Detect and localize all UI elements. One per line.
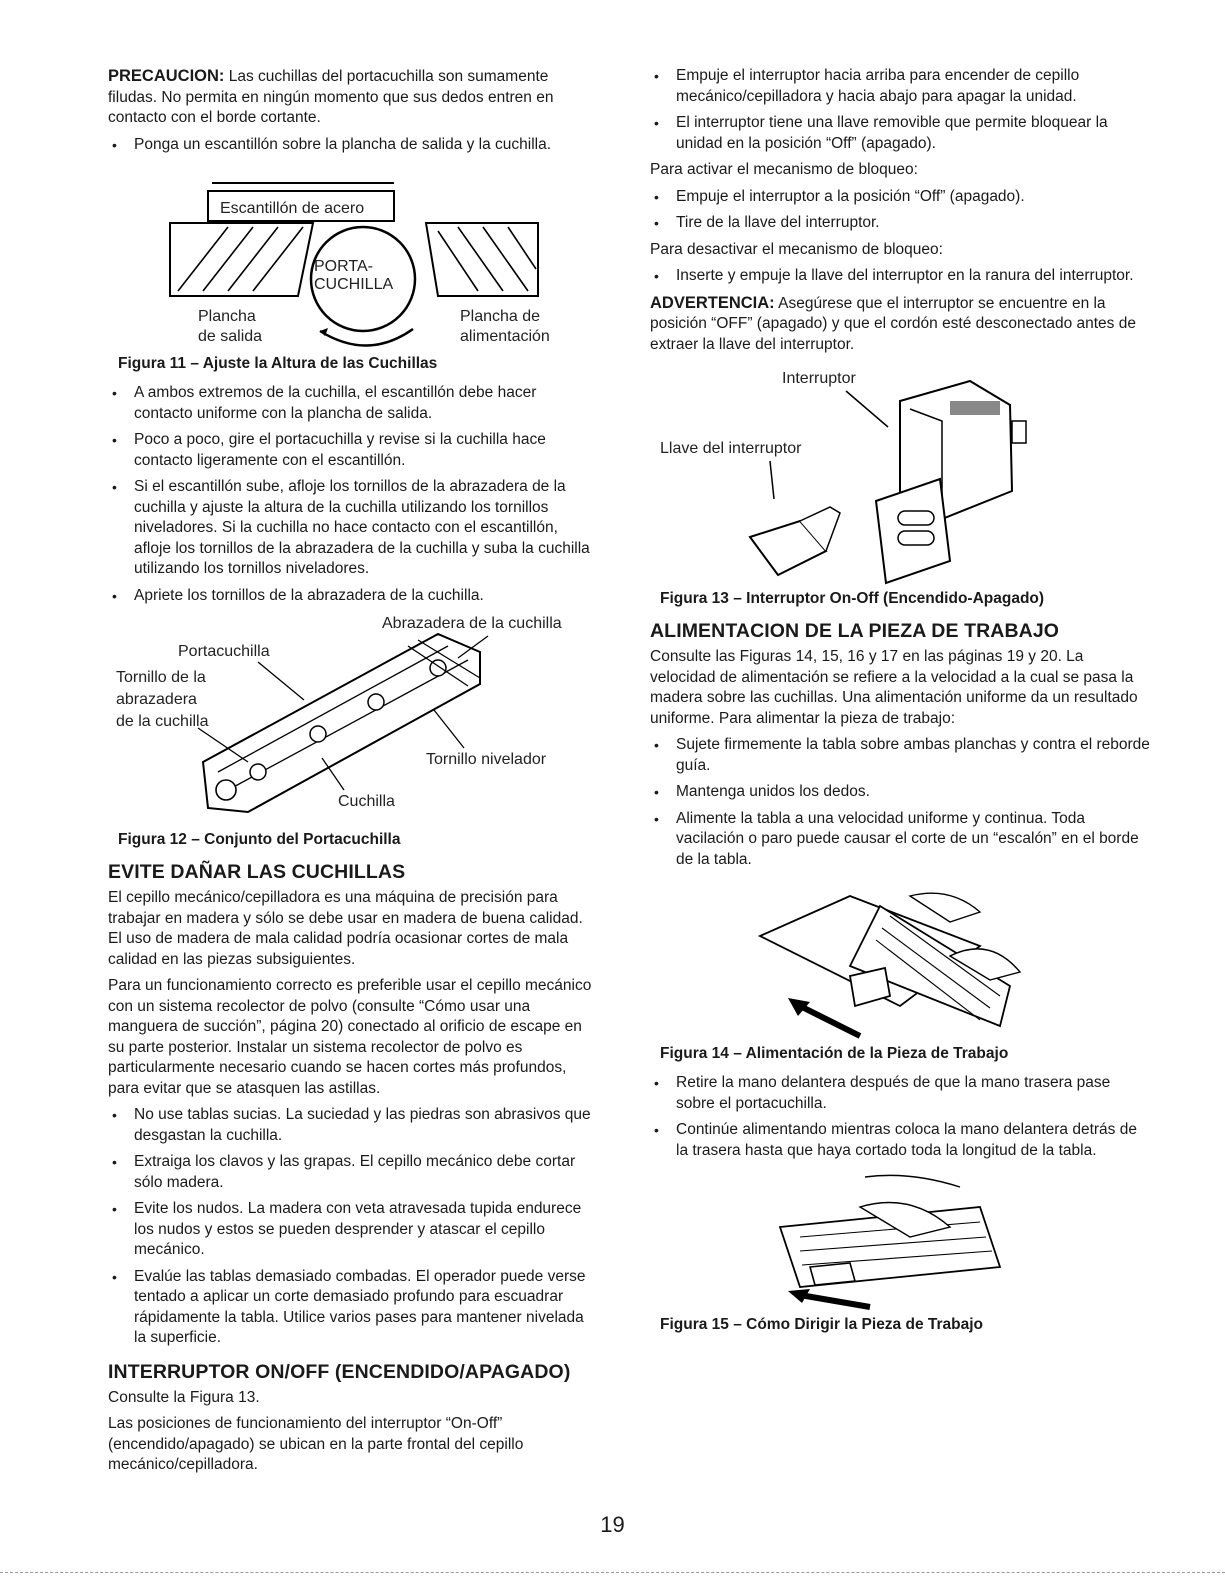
list-item: • Extraiga los clavos y las grapas. El cepillo mecánico debe cortar sólo madera. [108, 1152, 598, 1193]
list-item: • Si el escantillón sube, afloje los tornillos de la abrazadera de la cuchilla y ajuste la altura de la cuchilla utilizando los tornillos niveladores. Si la cuchilla no hace contacto con el escantillón, afloje los tornillos de la abrazadera de la cuchilla y suba la cuchilla utilizando los tornillos niveladores. [108, 477, 598, 580]
page-number: 19 [600, 1512, 625, 1537]
warning-lead: ADVERTENCIA: [650, 293, 775, 312]
infeed-label-1: Plancha de [460, 308, 541, 325]
list-item: • Alimente la tabla a una velocidad uniforme y continua. Toda vacilación o paro puede causar el corte de un “escalón” en el borde de la tabla. [650, 809, 1150, 871]
bullets-a [108, 383, 598, 606]
avoid-paragraph-2: Para un funcionamiento correcto es preferible usar el cepillo mecánico con un sistema recolector de polvo (consulte “Cómo usar una manguera de succión”, página 20) conectado al orificio de escape en su parte posterior. Instalar un sistema recolector de polvo es particularmente necesario cuando se hacen cortes más profundos, para evitar que se atasquen las astillas. [108, 977, 592, 1097]
list-item: • Apriete los tornillos de la abrazadera de la cuchilla. [108, 586, 598, 607]
outfeed-label-2: de salida [198, 328, 263, 345]
knife-height-diagram [108, 161, 598, 351]
list-item: • Poco a poco, gire el portacuchilla y revise si la cuchilla hace contacto ligeramente con el escantillón. [108, 430, 598, 471]
screw-label-1: Tornillo de la [116, 669, 206, 686]
switch-paragraph-2: Las posiciones de funcionamiento del interruptor “On-Off” (encendido/apagado) se ubican en la parte frontal del cepillo mecánico/cepilladora. [108, 1415, 524, 1473]
bullets-b [108, 1105, 598, 1349]
feeding-workpiece-diagram [650, 876, 1150, 1041]
warning-paragraph [650, 293, 1150, 356]
list-item: • Inserte y empuje la llave del interruptor en la ranura del interruptor. [650, 266, 1150, 287]
figure-11 [108, 161, 598, 351]
clamp-label: Abrazadera de la cuchilla [382, 615, 562, 632]
heading-switch: INTERRUPTOR ON/OFF (ENCENDIDO/APAGADO) [108, 1360, 571, 1383]
figure-13 [650, 361, 1150, 586]
list-item: • Evalúe las tablas demasiado combadas. El operador puede verse tentado a aplicar un corte demasiado profundo para escuadrar rápidamente la tabla. Utilice varios pases para mantener nivelada la superficie. [108, 1267, 598, 1349]
list-item: • Retire la mano delantera después de que la mano trasera pase sobre el portacuchilla. [650, 1073, 1150, 1114]
key-label: Llave del interruptor [660, 440, 802, 457]
switch-paragraph-1: Consulte la Figura 13. [108, 1388, 260, 1406]
infeed-label-2: alimentación [460, 328, 550, 345]
list-item: • A ambos extremos de la cuchilla, el escantillón debe hacer contacto uniforme con la plancha de salida. [108, 383, 598, 424]
list-item: • Sujete firmemente la tabla sobre ambas planchas y contra el reborde guía. [650, 735, 1150, 776]
gauge-label: Escantillón de acero [220, 200, 365, 217]
list-item: • Continúe alimentando mientras coloca la mano delantera detrás de la trasera hasta que haya cortado toda la longitud de la tabla. [650, 1120, 1150, 1161]
figure-15 [650, 1167, 1150, 1312]
blade-label: Cuchilla [338, 793, 395, 810]
list-item: • Tire de la llave del interruptor. [650, 213, 1150, 234]
figure-12 [108, 612, 598, 827]
holder-label: Portacuchilla [178, 643, 270, 660]
precaution-paragraph [108, 66, 598, 129]
guiding-workpiece-diagram [650, 1167, 1150, 1312]
cutterhead-assembly-diagram [108, 612, 598, 827]
figure-14-caption: Figura 14 – Alimentación de la Pieza de Trabajo [660, 1045, 1009, 1062]
heading-avoid-damage: EVITE DAÑAR LAS CUCHILLAS [108, 861, 406, 883]
precaution-lead: PRECAUCION: [108, 67, 225, 85]
list-item: • El interruptor tiene una llave removible que permite bloquear la unidad en la posición “Off” (apagado). [650, 113, 1150, 154]
list-item: • Evite los nudos. La madera con veta atravesada tupida endurece los nudos y estos se pueden desprender y atascar el cepillo mecánico. [108, 1199, 598, 1261]
figure-15-caption: Figura 15 – Cómo Dirigir la Pieza de Trabajo [660, 1316, 984, 1333]
avoid-paragraph-1: El cepillo mecánico/cepilladora es una máquina de precisión para trabajar en madera y sólo se debe usar en madera de buena calidad. El uso de madera de mala calidad podría ocasionar cortes de mala calidad en las piezas subsiguientes. [108, 889, 583, 968]
bullet-gauge: • Ponga un escantillón sobre la plancha de salida y la cuchilla. [108, 135, 598, 156]
outfeed-label-1: Plancha [198, 308, 256, 325]
right-column [650, 66, 1150, 1344]
list-item: • Empuje el interruptor a la posición “Off” (apagado). [650, 187, 1150, 208]
screw-label-2: abrazadera [116, 691, 197, 708]
lock-paragraph: Para activar el mecanismo de bloqueo: [650, 161, 918, 178]
figure-11-caption: Figura 11 – Ajuste la Altura de las Cuchillas [118, 355, 438, 372]
unlock-paragraph: Para desactivar el mecanismo de bloqueo: [650, 240, 943, 258]
bottom-divider [0, 1572, 1225, 1573]
heading-feeding: ALIMENTACION DE LA PIEZA DE TRABAJO [650, 620, 1060, 642]
screw-label-3: de la cuchilla [116, 713, 209, 730]
list-item: • No use tablas sucias. La suciedad y las piedras son abrasivos que desgastan la cuchilla. [108, 1105, 598, 1146]
list-item: • Empuje el interruptor hacia arriba para encender de cepillo mecánico/cepilladora y hacia abajo para apagar la unidad. [650, 66, 1150, 107]
list-item: • Mantenga unidos los dedos. [650, 782, 1150, 803]
holder-label-1: PORTA- [314, 258, 373, 275]
switch-label: Interruptor [782, 370, 856, 387]
precaution-text: Las cuchillas del portacuchilla son sumamente filudas. No permita en ningún momento que sus dedos entren en contacto con el borde cortante. [108, 68, 554, 126]
feeding-paragraph: Consulte las Figuras 14, 15, 16 y 17 en las páginas 19 y 20. La velocidad de alimentación se refiere a la velocidad a la cual se pasa la madera sobre las cuchillas. Una alimentación uniforme da un resultado uniforme. Para alimentar la pieza de trabajo: [650, 648, 1138, 727]
figure-14 [650, 876, 1150, 1041]
figure-12-caption: Figura 12 – Conjunto del Portacuchilla [118, 831, 401, 848]
leveling-label: Tornillo nivelador [426, 751, 547, 768]
warning-text: Asegúrese que el interruptor se encuentre en la posición “OFF” (apagado) y que el cordón esté desconectado antes de extraer la llave del interruptor. [650, 294, 1136, 353]
figure-13-caption: Figura 13 – Interruptor On-Off (Encendido-Apagado) [660, 590, 1045, 607]
left-column [108, 66, 598, 1482]
switch-diagram [650, 361, 1150, 586]
holder-label-2: CUCHILLA [314, 276, 394, 293]
